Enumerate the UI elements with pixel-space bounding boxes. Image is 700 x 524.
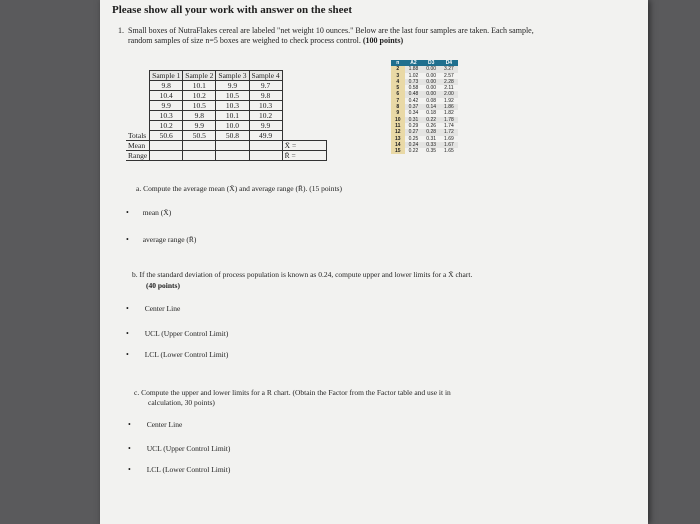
factor-cell: 11 [391,123,405,129]
totals-row [126,131,327,141]
mean-row [126,141,327,151]
factor-cell: 0.35 [426,148,437,155]
factor-cell: 1.86 [440,104,458,110]
table-cell: 10.2 [249,111,282,121]
answer-item-r-ucl[interactable] [128,444,230,453]
factor-cell: 1.82 [444,110,454,117]
factor-cell: 1.67 [440,142,458,148]
item-label: Center Line [144,304,181,313]
factor-cell: 0.31 [426,135,437,142]
page-header: Please show all your work with answer on the sheet [112,4,353,16]
part-c-prompt: c. Compute the upper and lower limits for a R chart. (Obtain the Factor from the Factor table and use it in [134,388,451,397]
control-chart-factor-table [391,60,458,154]
total-cell: 49.9 [249,131,282,141]
table-cell: 9.8 [183,111,216,121]
factor-cell: 2.28 [440,79,458,85]
range-label: Range [126,151,150,161]
factor-cell: 1.72 [440,129,458,135]
table-cell: 10.4 [150,91,183,101]
rbar-cell[interactable]: R̄ = [282,151,327,161]
column-header: Sample 1 [150,71,183,81]
factor-cell: 0.00 [422,66,440,72]
table-cell: 10.1 [183,81,216,91]
xbar-cell[interactable]: X̄ = [282,141,327,151]
item-label: LCL (Lower Control Limit) [144,350,229,359]
item-label: UCL (Upper Control Limit) [144,329,229,338]
table-header-row [126,71,327,81]
bullet-icon: • [126,304,129,313]
range-input-cell[interactable] [216,151,249,161]
factor-cell: 3 [391,73,405,79]
table-cell: 9.7 [249,81,282,91]
bullet-icon: • [128,420,131,429]
factor-cell: 2.57 [444,72,454,79]
factor-cell: 0.58 [408,85,419,92]
factor-cell: 0.48 [405,91,423,97]
factor-cell: 2.11 [444,85,454,92]
factor-cell: 5 [391,85,405,91]
part-b-points: (40 points) [146,281,180,290]
factor-cell: 0.33 [422,142,440,148]
factor-cell: 6 [391,91,405,97]
table-cell: 10.3 [216,101,249,111]
factor-cell: 0.22 [408,148,419,155]
table-row [126,101,327,111]
range-input-cell[interactable] [183,151,216,161]
bullet-icon: • [126,208,129,217]
factor-cell: 1.02 [408,72,419,79]
answer-item-average-range[interactable] [126,235,196,244]
factor-cell: 0.14 [422,104,440,110]
factor-cell: 0.73 [405,79,423,85]
factor-cell: 8 [391,104,405,110]
factor-cell: 15 [391,148,405,154]
question-number: 1. [118,26,124,35]
factor-cell: 0.27 [405,129,423,135]
bullet-icon: • [126,350,129,359]
answer-item-xbar-lcl[interactable] [126,350,228,359]
factor-cell: 0.24 [405,142,423,148]
table-cell: 10.3 [249,101,282,111]
item-label: mean (X̄) [142,208,172,217]
total-cell: 50.6 [150,131,183,141]
table-cell: 10.5 [183,101,216,111]
factor-cell: 2 [391,66,405,72]
table-row [126,91,327,101]
factor-cell: 0.42 [408,97,419,104]
table-cell: 9.8 [150,81,183,91]
factor-cell: 0.28 [422,129,440,135]
column-header: Sample 2 [183,71,216,81]
factor-cell: 7 [391,98,405,104]
factor-cell: 0.34 [408,110,419,117]
table-cell: 9.9 [183,121,216,131]
part-c-prompt-continued: calculation, 30 points) [148,398,215,407]
factor-header: D3 [422,60,440,66]
part-a-prompt: a. Compute the average mean (X̄) and average range (R̄). (15 points) [136,184,342,193]
range-input-cell[interactable] [150,151,183,161]
factor-cell: 1.78 [440,117,458,123]
factor-row [391,148,458,154]
bullet-icon: • [126,235,129,244]
factor-cell: 0.00 [426,85,437,92]
total-cell: 50.8 [216,131,249,141]
bullet-icon: • [128,465,131,474]
factor-cell: 0.29 [408,122,419,129]
table-cell: 10.5 [216,91,249,101]
mean-input-cell[interactable] [183,141,216,151]
factor-cell: 12 [391,129,405,135]
factor-cell: 2.00 [440,91,458,97]
range-row [126,151,327,161]
answer-item-xbar-ucl[interactable] [126,329,228,338]
factor-cell: 0.22 [422,117,440,123]
factor-cell: 1.69 [444,135,454,142]
answer-item-r-center-line[interactable] [128,420,182,429]
answer-item-mean[interactable] [126,208,171,217]
factor-cell: 0.00 [422,91,440,97]
table-cell: 10.2 [183,91,216,101]
table-cell: 9.9 [249,121,282,131]
bullet-icon: • [128,444,131,453]
table-cell: 9.8 [249,91,282,101]
item-label: UCL (Upper Control Limit) [146,444,231,453]
factor-cell: 3.27 [440,66,458,72]
factor-cell: 1.88 [405,66,423,72]
mean-input-cell[interactable] [249,141,282,151]
sample-data-table [126,70,327,161]
answer-item-xbar-center-line[interactable] [126,304,180,313]
factor-cell: 1.92 [444,97,454,104]
table-cell: 10.1 [216,111,249,121]
factor-cell: 0.18 [426,110,437,117]
table-row [126,111,327,121]
question-1 [118,26,546,46]
question-points: (100 points) [362,36,404,45]
table-row [126,81,327,91]
factor-header: n [391,60,405,66]
bullet-icon: • [126,329,129,338]
factor-header: D4 [440,60,458,66]
factor-cell: 0.00 [426,72,437,79]
table-cell: 9.9 [216,81,249,91]
question-text: Small boxes of NutraFlakes cereal are labeled "net weight 10 ounces." Below are the last four samples are taken. Each sample, random samples of size n=5 boxes are weighed to check process control. [128,26,534,45]
column-header: Sample 4 [249,71,282,81]
table-cell: 9.9 [150,101,183,111]
factor-cell: 0.08 [426,97,437,104]
factor-cell: 0.37 [405,104,423,110]
item-label: LCL (Lower Control Limit) [146,465,231,474]
table-row [126,121,327,131]
factor-cell: 10 [391,117,405,123]
factor-cell: 9 [391,110,405,116]
answer-item-r-lcl[interactable] [128,465,230,474]
range-input-cell[interactable] [249,151,282,161]
factor-header: A2 [405,60,423,66]
table-cell: 10.2 [150,121,183,131]
factor-cell: 0.00 [422,79,440,85]
factor-cell: 0.26 [426,122,437,129]
mean-input-cell[interactable] [216,141,249,151]
factor-cell: 14 [391,142,405,148]
factor-cell: 1.65 [444,148,454,155]
factor-cell: 4 [391,79,405,85]
part-b-prompt: b. If the standard deviation of process population is known as 0.24, compute upper and lower limits for a X̄ chart. [132,270,473,279]
table-cell: 10.0 [216,121,249,131]
item-label: average range (R̄) [142,235,197,244]
factor-cell: 13 [391,136,405,142]
item-label: Center Line [146,420,183,429]
totals-label: Totals [126,131,150,141]
factor-cell: 0.25 [408,135,419,142]
total-cell: 50.5 [183,131,216,141]
table-cell: 10.3 [150,111,183,121]
worksheet-page [100,0,648,524]
mean-label: Mean [126,141,150,151]
factor-cell: 1.74 [444,122,454,129]
mean-input-cell[interactable] [150,141,183,151]
column-header: Sample 3 [216,71,249,81]
factor-cell: 0.31 [405,117,423,123]
